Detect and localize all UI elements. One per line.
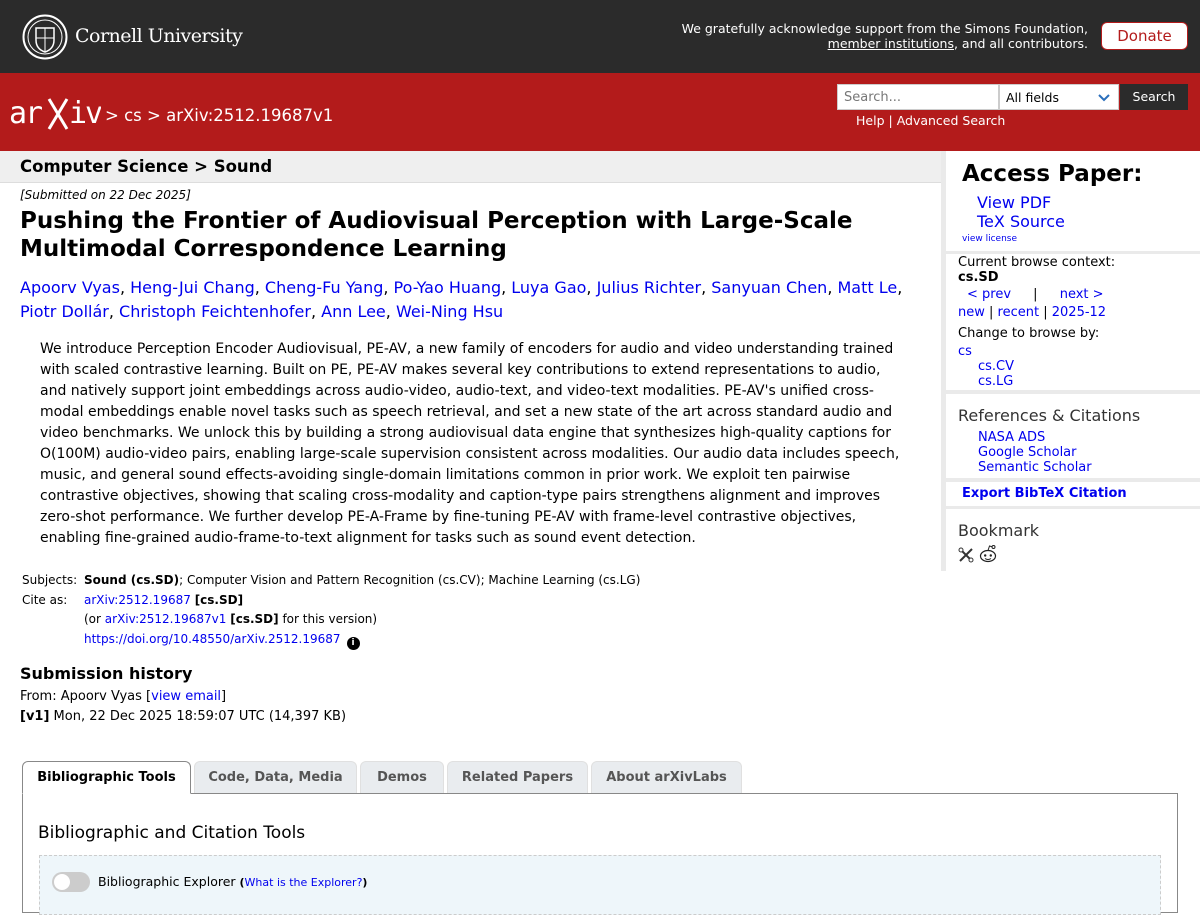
- export-bibtex-link[interactable]: Export BibTeX Citation: [962, 486, 1127, 501]
- author-separator: ,: [119, 278, 131, 297]
- paper-title: Pushing the Frontier of Audiovisual Perception with Large-Scale Multimodal Correspondence Learning: [20, 208, 853, 262]
- author-separator: ,: [108, 302, 120, 321]
- author-link[interactable]: Wei-Ning Hsu: [395, 302, 504, 321]
- author-link[interactable]: Apoorv Vyas: [20, 278, 120, 297]
- link-separator: |: [888, 113, 893, 128]
- subjects-value: [82, 571, 642, 591]
- listing-separator: |: [989, 305, 994, 320]
- subjects-row: [20, 571, 642, 591]
- breadcrumb-cs-link[interactable]: cs: [124, 106, 142, 125]
- sidebar: [941, 151, 1200, 571]
- view-license-link[interactable]: view license: [962, 234, 1018, 244]
- export-card: [946, 482, 1200, 506]
- version-tag: [v1]: [20, 709, 50, 724]
- cite-version-category: [cs.SD]: [230, 612, 279, 626]
- search-field-select[interactable]: [999, 84, 1119, 110]
- cite-category: [cs.SD]: [194, 592, 244, 607]
- tab-panel: [22, 793, 1178, 913]
- author-link[interactable]: Piotr Dollár: [20, 302, 109, 321]
- info-icon[interactable]: i: [347, 637, 360, 650]
- toggle-knob: [54, 874, 70, 890]
- author-separator: ,: [501, 278, 512, 297]
- tab-related-papers[interactable]: Related Papers: [447, 761, 588, 794]
- tab-bibliographic-tools[interactable]: Bibliographic Tools: [22, 761, 191, 794]
- access-paper-card: [946, 151, 1200, 251]
- browse-cs-link[interactable]: cs: [958, 344, 972, 359]
- month-link[interactable]: 2025-12: [1051, 305, 1107, 320]
- change-browse-label: Change to browse by:: [958, 326, 1100, 341]
- breadcrumb: [105, 106, 333, 125]
- author-separator: ,: [701, 278, 712, 297]
- cite-version-value: [82, 610, 642, 630]
- access-paper-heading: Access Paper:: [962, 161, 1143, 187]
- search-field-value: All fields: [1006, 90, 1059, 105]
- prev-link[interactable]: < prev: [967, 287, 1012, 302]
- svg-text:iv: iv: [69, 96, 101, 131]
- submitter-suffix: ]: [221, 689, 227, 704]
- primary-subject: Sound (cs.SD): [84, 573, 180, 587]
- breadcrumb-paper-id: arXiv:2512.19687v1: [166, 106, 334, 125]
- donate-button[interactable]: Donate: [1101, 22, 1188, 50]
- nav-separator: |: [1033, 287, 1038, 302]
- prev-next-nav: [967, 287, 1104, 302]
- tab-code-data-media[interactable]: Code, Data, Media: [194, 761, 357, 794]
- version-date: Mon, 22 Dec 2025 18:59:07 UTC (14,397 KB): [49, 709, 347, 724]
- author-link[interactable]: Ann Lee: [321, 302, 386, 321]
- support-acknowledgement: [682, 22, 1088, 51]
- explorer-toggle[interactable]: [52, 872, 90, 892]
- arxiv-header: [0, 73, 1200, 151]
- semantic-scholar-link[interactable]: Semantic Scholar: [978, 460, 1092, 475]
- author-separator: ,: [310, 302, 322, 321]
- cite-or: (or: [84, 612, 101, 626]
- tab-about-arxivlabs[interactable]: About arXivLabs: [591, 761, 742, 794]
- author-link[interactable]: Luya Gao: [511, 278, 587, 297]
- search-button[interactable]: Search: [1120, 84, 1188, 110]
- arxiv-logo-icon[interactable]: [9, 93, 101, 133]
- view-email-link[interactable]: view email: [151, 689, 222, 704]
- tab-demos[interactable]: Demos: [360, 761, 444, 794]
- listing-links: [958, 305, 1106, 320]
- submission-date: [Submitted on 22 Dec 2025]: [20, 188, 191, 202]
- cornell-seal-icon[interactable]: [22, 13, 68, 61]
- new-link[interactable]: new: [958, 305, 985, 320]
- doi-value: [82, 630, 642, 650]
- cite-row: [20, 591, 642, 611]
- submitter-prefix: From: Apoorv Vyas [: [20, 689, 152, 704]
- author-separator: ,: [383, 278, 394, 297]
- bookmark-card: [946, 509, 1200, 571]
- search-input[interactable]: Search...: [837, 84, 999, 110]
- browse-cs-cv-link[interactable]: cs.CV: [978, 359, 1015, 374]
- metadata-table: [20, 571, 642, 650]
- cite-version-suffix: for this version): [282, 612, 378, 626]
- svg-text:ar: ar: [9, 96, 42, 131]
- subjects-label: Subjects:: [22, 573, 78, 587]
- explorer-label-text: Bibliographic Explorer: [98, 874, 236, 889]
- references-citations-card: [946, 394, 1200, 478]
- category-title: Computer Science > Sound: [20, 157, 273, 176]
- explorer-help: [240, 876, 368, 889]
- author-link[interactable]: Christoph Feichtenhofer: [119, 302, 311, 321]
- listing-separator: |: [1043, 305, 1048, 320]
- top-bar: [0, 0, 1200, 73]
- paren-close: ): [362, 876, 368, 889]
- author-separator: ,: [897, 278, 903, 297]
- submission-history-heading: Submission history: [20, 664, 193, 683]
- abstract: We introduce Perception Encoder Audiovisual, PE-AV, a new family of encoders for audio and video understanding trained with scaled contrastive learning. Built on PE, PE-AV makes several key contributions to extend representations to audio, and natively support joint embeddings across audio-video, audio-text, and video-text modalities. PE-AV's unified cross-modal embeddings enable novel tasks such as speech retrieval, and set a new state of the art across standard audio and video benchmarks. We unlock this by building a strong audiovisual data engine that synthesizes high-quality captions for O(100M) audio-video pairs, enabling large-scale supervision consistent across modalities. Our audio data includes speech, music, and general sound effects-avoiding single-domain limitations common in prior work. We exploit ten pairwise contrastive objectives, showing that scaling cross-modality and caption-type pairs strengthens alignment and improves zero-shot performance. We further develop PE-A-Frame by fine-tuning PE-AV with frame-level contrastive objectives, enabling fine-grained audio-frame-to-text alignment for tasks such as sound event detection.: [40, 341, 900, 546]
- panel-title: Bibliographic and Citation Tools: [38, 823, 306, 843]
- references-heading: References & Citations: [958, 406, 1141, 425]
- bibsonomy-icon[interactable]: [958, 547, 974, 563]
- cite-value: [82, 591, 642, 611]
- author-link[interactable]: Po-Yao Huang: [393, 278, 502, 297]
- browse-cs-lg-link[interactable]: cs.LG: [978, 374, 1014, 389]
- view-pdf-link[interactable]: View PDF: [977, 193, 1052, 212]
- browse-context-value: cs.SD: [958, 270, 999, 285]
- help-link[interactable]: Help: [856, 113, 885, 128]
- submitter-line: [20, 689, 226, 704]
- author-link[interactable]: Heng-Jui Chang: [130, 278, 255, 297]
- category-bar: [0, 151, 941, 183]
- other-subjects: ; Computer Vision and Pattern Recognition (cs.CV); Machine Learning (cs.LG): [179, 573, 641, 587]
- author-link[interactable]: Matt Le: [837, 278, 898, 297]
- paren-open: (: [239, 876, 245, 889]
- doi-link[interactable]: https://doi.org/10.48550/arXiv.2512.19687: [84, 631, 341, 646]
- cite-version-row: [20, 610, 642, 630]
- author-link[interactable]: Julius Richter: [596, 278, 702, 297]
- author-separator: ,: [586, 278, 597, 297]
- support-line-2: , and all contributors.: [953, 35, 1088, 51]
- author-link[interactable]: Sanyuan Chen: [711, 278, 828, 297]
- recent-link[interactable]: recent: [997, 305, 1040, 320]
- support-line-1: We gratefully acknowledge support from the Simons Foundation,: [681, 21, 1088, 36]
- browse-context-label: Current browse context:: [958, 255, 1116, 270]
- author-separator: ,: [827, 278, 838, 297]
- author-separator: ,: [385, 302, 396, 321]
- next-link[interactable]: next >: [1059, 287, 1104, 302]
- tex-source-link[interactable]: TeX Source: [977, 212, 1065, 231]
- breadcrumb-separator: >: [105, 106, 119, 125]
- explorer-label: [98, 874, 367, 889]
- author-separator: ,: [254, 278, 265, 297]
- author-list: [20, 276, 920, 324]
- chevron-down-icon: [1097, 88, 1111, 106]
- reddit-icon[interactable]: [979, 544, 997, 563]
- member-institutions-link[interactable]: member institutions: [827, 35, 954, 51]
- nasa-ads-link[interactable]: NASA ADS: [978, 430, 1046, 445]
- cite-id-link[interactable]: arXiv:2512.19687: [84, 592, 191, 607]
- cite-label: Cite as:: [22, 592, 68, 607]
- bibliographic-explorer-box: [39, 855, 1161, 915]
- what-is-explorer-link[interactable]: What is the Explorer?: [244, 876, 363, 889]
- cornell-wordmark[interactable]: Cornell University: [75, 25, 243, 47]
- author-link[interactable]: Cheng-Fu Yang: [264, 278, 384, 297]
- advanced-search-link[interactable]: Advanced Search: [896, 113, 1006, 128]
- cite-version-link[interactable]: arXiv:2512.19687v1: [104, 612, 227, 626]
- search-help-links: [856, 113, 1005, 128]
- google-scholar-link[interactable]: Google Scholar: [978, 445, 1077, 460]
- doi-row: [20, 630, 642, 650]
- version-entry: [20, 709, 346, 724]
- bookmark-heading: Bookmark: [958, 521, 1040, 540]
- breadcrumb-separator: >: [147, 106, 161, 125]
- browse-context-card: [946, 254, 1200, 390]
